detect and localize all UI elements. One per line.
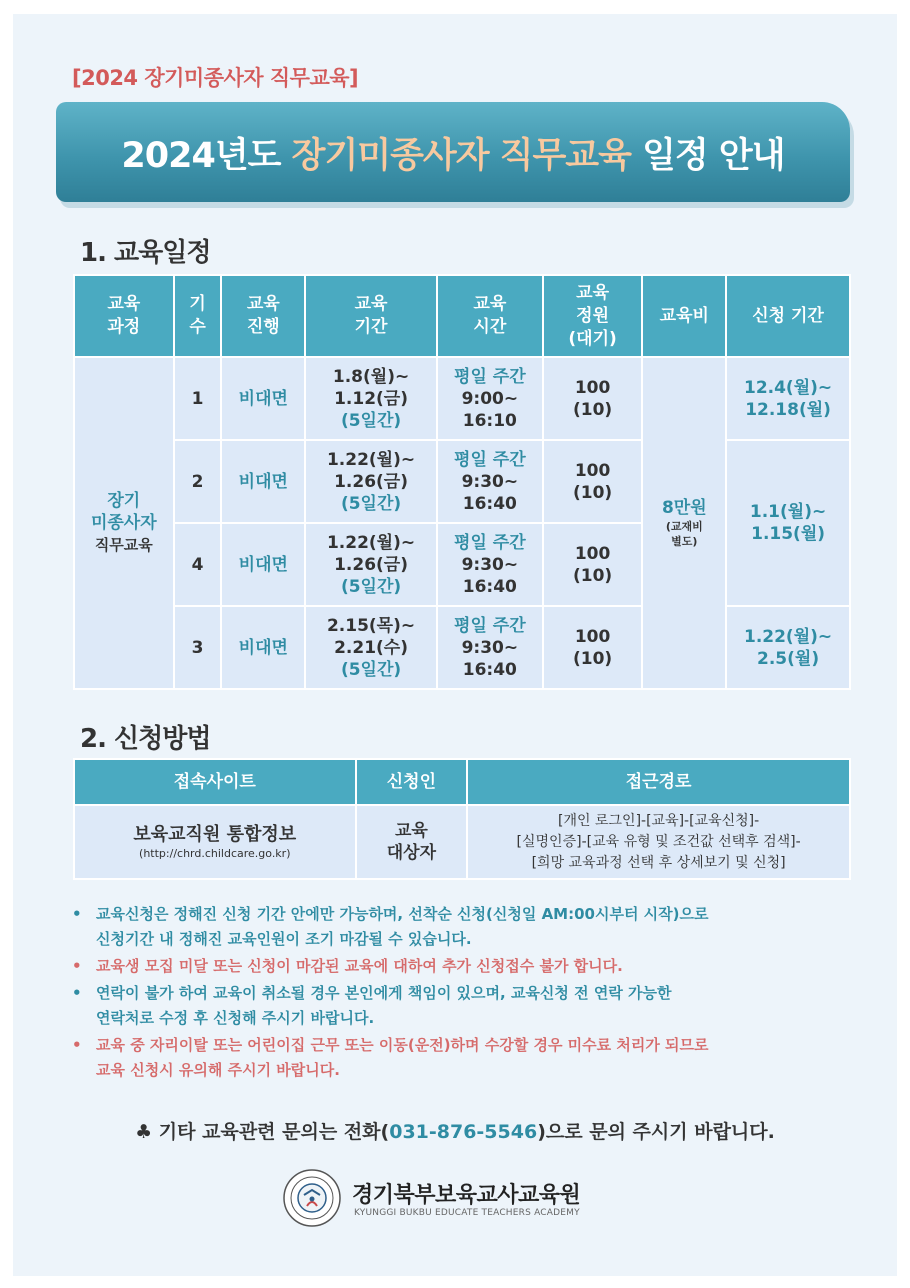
list-item: • 교육신청은 정해진 신청 기간 안에만 가능하며, 선착순 신청(신청일 AM:00시부터 시작)으로 신청기간 내 정해진 교육인원이 조기 마감될 수 있습니다.	[72, 905, 709, 948]
poster-tag: [2024 장기미종사자 직무교육]	[72, 66, 359, 90]
capacity-cell: 100 (10)	[543, 606, 643, 689]
mode-cell: 비대면	[221, 606, 305, 689]
capacity-cell: 100 (10)	[543, 357, 643, 440]
apply-period-cell: 1.22(월)~ 2.5(월)	[726, 606, 850, 689]
method-header-row	[74, 759, 850, 805]
table-row	[74, 440, 850, 523]
title-highlight: 장기미종사자 직무교육	[291, 136, 631, 176]
academy-seal-icon	[282, 1168, 342, 1228]
capacity-cell: 100 (10)	[543, 523, 643, 606]
col-header-applicant: 신청인	[356, 759, 468, 805]
mode-cell: 비대면	[221, 357, 305, 440]
page-title: 2024년도 장기미종사자 직무교육 일정 안내	[121, 136, 785, 176]
period-cell: 1.22(월)~ 1.26(금) (5일간)	[305, 523, 437, 606]
site-url: (http://chrd.childcare.go.kr)	[139, 846, 291, 860]
time-cell: 평일 주간 9:00~ 16:10	[437, 357, 543, 440]
col-header-site: 접속사이트	[74, 759, 356, 805]
term-cell: 4	[174, 523, 222, 606]
col-header-time: 교육 시간	[437, 275, 543, 357]
term-cell: 1	[174, 357, 222, 440]
section-title-schedule: 1. 교육일정	[80, 238, 211, 268]
org-english-name: KYUNGGI BUKBU EDUCATE TEACHERS ACADEMY	[354, 1208, 580, 1218]
time-cell: 평일 주간 9:30~ 16:40	[437, 523, 543, 606]
table-row	[74, 357, 850, 440]
schedule-header-row	[74, 275, 850, 357]
period-cell: 1.8(월)~ 1.12(금) (5일간)	[305, 357, 437, 440]
list-item: • 교육 중 자리이탈 또는 어린이집 근무 또는 이동(운전)하며 수강할 경우 미수료 처리가 되므로 교육 신청시 유의해 주시기 바랍니다.	[72, 1036, 709, 1079]
period-cell: 1.22(월)~ 1.26(금) (5일간)	[305, 440, 437, 523]
org-name: 경기북부보육교사교육원	[352, 1183, 581, 1208]
site-name: 보육교직원 통합정보	[133, 823, 297, 845]
schedule-table	[73, 274, 851, 690]
method-table	[73, 758, 851, 880]
course-name-cell: 장기 미종사자 직무교육	[74, 357, 174, 689]
col-header-period: 교육 기간	[305, 275, 437, 357]
col-header-mode: 교육 진행	[221, 275, 305, 357]
fee-cell: 8만원 (교재비 별도)	[642, 357, 726, 689]
col-header-apply: 신청 기간	[726, 275, 850, 357]
mode-cell: 비대면	[221, 523, 305, 606]
mode-cell: 비대면	[221, 440, 305, 523]
col-header-term: 기 수	[174, 275, 222, 357]
table-row	[74, 805, 850, 879]
term-cell: 2	[174, 440, 222, 523]
applicant-cell: 교육 대상자	[356, 805, 468, 879]
capacity-cell: 100 (10)	[543, 440, 643, 523]
apply-period-cell: 1.1(월)~ 1.15(월)	[726, 440, 850, 606]
time-cell: 평일 주간 9:30~ 16:40	[437, 606, 543, 689]
phone-number: 031-876-5546	[389, 1121, 538, 1143]
contact-line: ♣ 기타 교육관련 문의는 전화(031-876-5546)으로 문의 주시기 바랍니다.	[135, 1121, 775, 1143]
term-cell: 3	[174, 606, 222, 689]
col-header-fee: 교육비	[642, 275, 726, 357]
list-item: • 교육생 모집 미달 또는 신청이 마감된 교육에 대하여 추가 신청접수 불가 합니다.	[72, 957, 623, 975]
list-item: • 연락이 불가 하여 교육이 취소될 경우 본인에게 책임이 있으며, 교육신청 전 연락 가능한 연락처로 수정 후 신청해 주시기 바랍니다.	[72, 984, 672, 1027]
apply-period-cell: 12.4(월)~ 12.18(월)	[726, 357, 850, 440]
col-header-path: 접근경로	[467, 759, 850, 805]
time-cell: 평일 주간 9:30~ 16:40	[437, 440, 543, 523]
path-cell: [개인 로그인]-[교육]-[교육신청]- [실명인증]-[교육 유형 및 조건값 선택후 검색]- [희망 교육과정 선택 후 상세보기 및 신청]	[467, 805, 850, 879]
section-title-method: 2. 신청방법	[80, 724, 211, 754]
col-header-course: 교육 과정	[74, 275, 174, 357]
site-cell	[74, 805, 356, 879]
col-header-capacity: 교육 정원 (대기)	[543, 275, 643, 357]
notice-list	[70, 902, 860, 1085]
table-row	[74, 606, 850, 689]
title-banner	[56, 102, 850, 202]
period-cell: 2.15(목)~ 2.21(수) (5일간)	[305, 606, 437, 689]
